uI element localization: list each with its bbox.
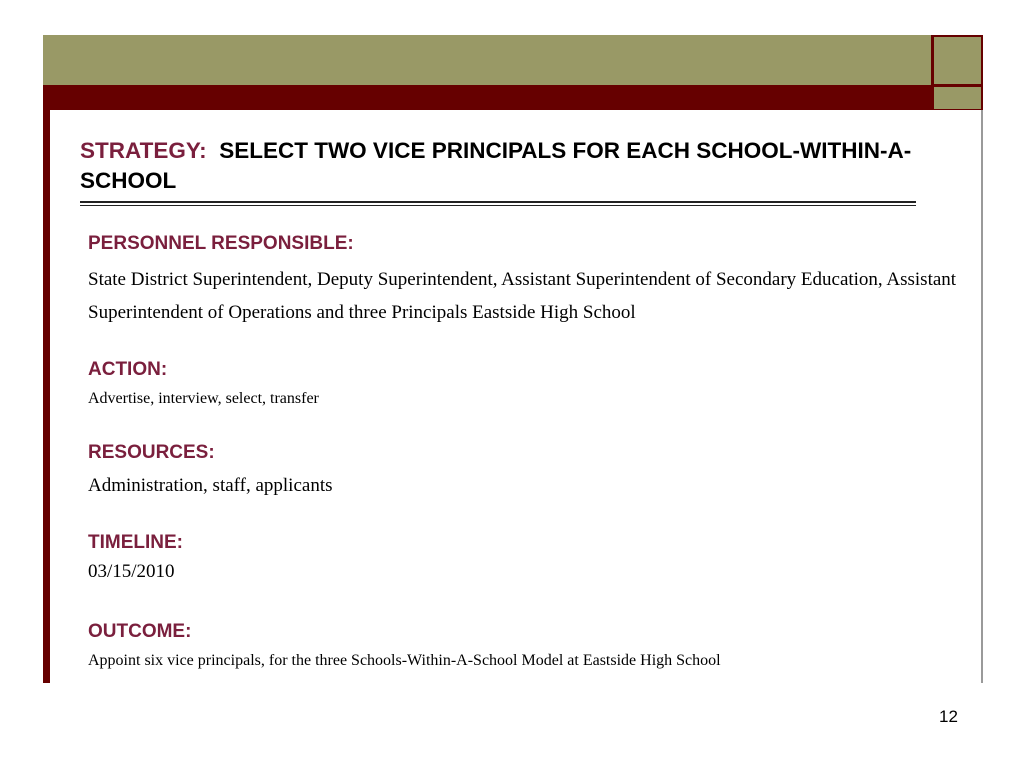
timeline-text: 03/15/2010 xyxy=(88,561,175,582)
personnel-text: State District Superintendent, Deputy Superintendent, Assistant Superintendent of Secondary Education, Assistant Superintendent of Operations and three Principals Eastside High School xyxy=(88,269,957,323)
action-text: Advertise, interview, select, transfer xyxy=(88,390,319,407)
corner-square-bottom xyxy=(934,87,981,109)
left-border-bar xyxy=(43,110,50,683)
resources-text: Administration, staff, applicants xyxy=(88,475,333,496)
corner-square-top xyxy=(934,37,981,84)
outcome-heading: OUTCOME: xyxy=(88,621,192,642)
action-heading: ACTION: xyxy=(88,359,168,380)
title-lead: STRATEGY: xyxy=(80,138,207,163)
title-text: SELECT TWO VICE PRINCIPALS FOR EACH SCHOOL-WITHIN-A-SCHOOL xyxy=(80,138,912,193)
personnel-heading: PERSONNEL RESPONSIBLE: xyxy=(88,233,354,254)
header-olive-band xyxy=(43,35,931,85)
resources-heading: RESOURCES: xyxy=(88,442,215,463)
header-maroon-band xyxy=(43,85,931,110)
timeline-heading: TIMELINE: xyxy=(88,532,183,553)
page-number: 12 xyxy=(939,707,958,726)
slide-title xyxy=(80,136,940,196)
title-divider-thin xyxy=(80,205,916,206)
outcome-text: Appoint six vice principals, for the three Schools-Within-A-School Model at Eastside High School xyxy=(88,652,721,669)
title-divider-thick xyxy=(80,201,916,203)
right-border-line xyxy=(981,110,983,683)
